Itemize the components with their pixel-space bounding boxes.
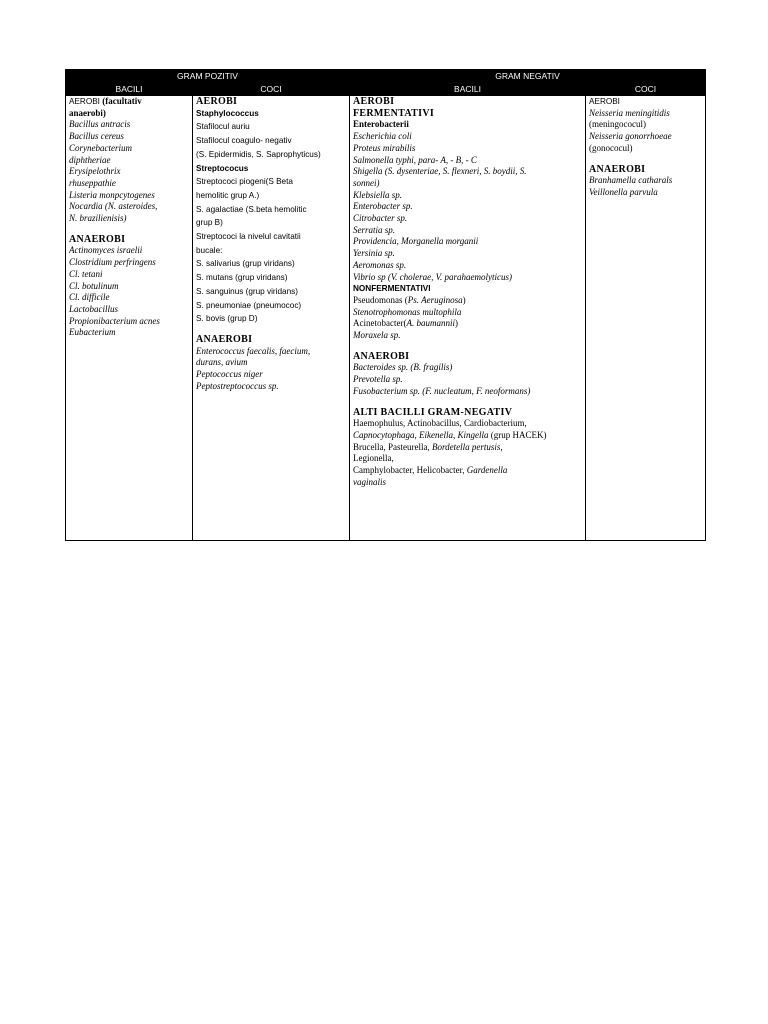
list-item: [69, 178, 189, 190]
list-item: [196, 121, 346, 133]
list-item: [69, 108, 189, 120]
text-segment: AEROBI: [589, 97, 620, 106]
text-segment: (meningococul): [589, 119, 646, 130]
text-segment: ANAEROBI: [69, 233, 126, 245]
text-segment: Lactobacillus: [69, 303, 118, 314]
list-item: [353, 178, 582, 190]
text-segment: Eubacterium: [69, 327, 116, 338]
list-item: [196, 334, 346, 346]
text-segment: S. salivarius (grup viridans): [196, 259, 295, 269]
text-segment: diphtheriae: [69, 154, 111, 165]
text-segment: Proteus mirabilis: [353, 142, 416, 153]
text-segment: Erysipelothrix: [69, 166, 121, 177]
text-segment: Moraxela sp.: [353, 330, 401, 341]
text-segment: Cl. tetani: [69, 268, 103, 279]
column-gram-negativ-bacili: [350, 96, 586, 541]
text-segment: Providencia, Morganella morganii: [353, 236, 479, 247]
list-item: [196, 135, 346, 147]
list-item: [353, 442, 582, 454]
list-item: [196, 149, 346, 161]
text-segment: durans, avium: [196, 357, 248, 368]
list-item: [353, 213, 582, 225]
list-item: [69, 316, 189, 328]
text-segment: S. sanguinus (grup viridans): [196, 286, 298, 296]
text-segment: Peptococcus niger: [196, 369, 263, 380]
text-segment: Cl. botulinum: [69, 280, 119, 291]
list-item: [196, 176, 346, 188]
header-coci-pozitiv: COCI: [193, 83, 350, 96]
text-segment: Serratia sp.: [353, 224, 396, 235]
list-item: [69, 119, 189, 131]
text-segment: Aeromonas sp.: [353, 259, 407, 270]
list-item: [353, 318, 582, 330]
text-segment: NONFERMENTATIVI: [353, 284, 431, 294]
content-row: [66, 96, 706, 541]
list-item: [69, 213, 189, 225]
text-segment: Fusobacterium sp. (F. nucleatum, F. neoformans): [353, 385, 531, 396]
list-item: [589, 164, 702, 176]
list-item: [353, 295, 582, 307]
list-item: [69, 131, 189, 143]
text-segment: Clostridium perfringens: [69, 257, 156, 268]
list-item: [353, 225, 582, 237]
column-gram-negativ-coci: [586, 96, 706, 541]
text-segment: Veillonella parvula: [589, 186, 658, 197]
text-segment: Streptococi piogeni(S Beta: [196, 177, 293, 187]
list-item: [353, 307, 582, 319]
text-segment: Escherichia coli: [353, 131, 412, 142]
text-segment: ,: [500, 441, 503, 452]
text-segment: bucale:: [196, 245, 223, 255]
list-item: [353, 248, 582, 260]
text-segment: Acinetobacter(: [353, 318, 407, 329]
list-item: [353, 260, 582, 272]
list-item: [69, 155, 189, 167]
text-segment: Cl. difficile: [69, 292, 110, 303]
list-item: [589, 187, 702, 199]
text-segment: Corynebacterium: [69, 142, 132, 153]
text-segment: S. agalactiae (S.beta hemolitic: [196, 204, 307, 214]
text-segment: Pseudomonas (: [353, 294, 408, 305]
text-segment: Brucella, Pasteurella,: [353, 441, 432, 452]
text-segment: Citrobacter sp.: [353, 213, 408, 224]
list-item: [353, 418, 582, 430]
list-item: [353, 166, 582, 178]
text-segment: S. pneumoniae (pneumococ): [196, 300, 302, 310]
text-segment: Salmonella typhi, para- A, - B, - C: [353, 154, 477, 165]
list-item: [196, 163, 346, 175]
text-segment: hemolitic grup A.): [196, 190, 260, 200]
text-segment: AEROBI: [196, 96, 238, 107]
list-item: [353, 119, 582, 131]
text-segment: AEROBI: [69, 97, 103, 106]
list-item: [69, 234, 189, 246]
header-row-gram: [66, 70, 706, 83]
text-segment: Yersinia sp.: [353, 248, 395, 259]
text-segment: N. brazilienisis): [69, 213, 127, 224]
header-bacili-pozitiv: BACILI: [66, 83, 193, 96]
list-item: [196, 204, 346, 216]
list-item: [69, 96, 189, 108]
text-segment: Enterobacterii: [353, 119, 409, 130]
text-segment: (gonococul): [589, 142, 633, 153]
list-item: [353, 283, 582, 295]
list-item: [196, 313, 346, 325]
list-item: [196, 346, 346, 358]
list-item: [353, 477, 582, 489]
list-item: [69, 327, 189, 339]
text-segment: Stafilocul auriu: [196, 122, 250, 132]
list-item: [69, 257, 189, 269]
header-bacili-negativ: BACILI: [350, 83, 586, 96]
list-item: [196, 357, 346, 369]
list-item: [196, 272, 346, 284]
text-segment: S. bovis (grup D): [196, 314, 258, 324]
header-gram-pozitiv: GRAM POZITIV: [66, 70, 350, 83]
text-segment: Enterococcus faecalis, faecium,: [196, 345, 311, 356]
list-item: [353, 374, 582, 386]
text-segment: Stenotrophomonas multophila: [353, 306, 462, 317]
text-segment: ): [462, 294, 466, 305]
text-segment: Haemophulus, Actinobacillus, Cardiobacterium,: [353, 418, 527, 429]
list-item: [196, 258, 346, 270]
text-segment: Bacteroides sp. (B. fragilis): [353, 362, 453, 373]
text-segment: Neisseria gonorrhoeae: [589, 131, 672, 142]
list-item: [589, 131, 702, 143]
text-segment: grup B): [196, 218, 223, 228]
text-segment: AEROBI: [353, 96, 395, 107]
text-segment: Gardenella: [466, 465, 508, 476]
list-item: [196, 286, 346, 298]
list-item: [69, 292, 189, 304]
column-gram-pozitiv-bacili: [66, 96, 193, 541]
list-item: [353, 465, 582, 477]
bacteria-classification-table: [65, 69, 706, 541]
text-segment: rhuseppathie: [69, 177, 116, 188]
list-item: [69, 143, 189, 155]
text-segment: Neisseria meningitidis: [589, 107, 670, 118]
list-item: [589, 108, 702, 120]
list-item: [196, 231, 346, 243]
list-item: [353, 453, 582, 465]
text-segment: Bordetella pertusis: [432, 441, 501, 452]
text-segment: Vibrio sp (V. cholerae, V. parahaemolyticus): [353, 271, 512, 282]
text-segment: Actinomyces israelii: [69, 245, 143, 256]
list-item: [196, 96, 346, 108]
text-segment: vaginalis: [353, 476, 387, 487]
text-segment: Propionibacterium acnes: [69, 315, 160, 326]
text-segment: Camphylobacter, Helicobacter,: [353, 465, 467, 476]
text-segment: Ps. Aeruginosa: [407, 294, 463, 305]
text-segment: ANAEROBI: [353, 350, 410, 362]
list-item: [353, 155, 582, 167]
list-item: [353, 362, 582, 374]
list-item: [589, 143, 702, 155]
text-segment: Nocardia (N. asteroides,: [69, 201, 158, 212]
text-segment: S. mutans (grup viridans): [196, 273, 288, 283]
text-segment: Capnocytophaga, Eikenella, Kingella: [353, 429, 489, 440]
list-item: [196, 190, 346, 202]
text-segment: Prevotella sp.: [353, 374, 403, 385]
text-segment: Listeria monpcytogenes: [69, 189, 155, 200]
text-segment: (grup HACEK): [488, 429, 547, 440]
list-item: [353, 190, 582, 202]
text-segment: Streptococi la nivelul cavitatii: [196, 232, 301, 242]
list-item: [353, 131, 582, 143]
text-segment: FERMENTATIVI: [353, 107, 435, 119]
text-segment: sonnei): [353, 177, 380, 188]
text-segment: ANAEROBI: [196, 333, 253, 345]
list-item: [353, 351, 582, 363]
list-item: [69, 190, 189, 202]
text-segment: Bacillus antracis: [69, 119, 131, 130]
column-gram-pozitiv-coci: [193, 96, 350, 541]
text-segment: Peptostreptococcus sp.: [196, 380, 279, 391]
header-row-shape: [66, 83, 706, 96]
list-item: [353, 236, 582, 248]
text-segment: (facultativ: [102, 96, 142, 106]
text-segment: Legionella,: [353, 453, 394, 464]
list-item: [196, 108, 346, 120]
list-item: [353, 201, 582, 213]
list-item: [353, 96, 582, 108]
list-item: [353, 330, 582, 342]
list-item: [69, 281, 189, 293]
list-item: [69, 245, 189, 257]
text-segment: anaerobi): [69, 107, 106, 118]
text-segment: Shigella (S. dysenteriae, S. flexneri, S. boydii, S.: [353, 166, 527, 177]
text-segment: ANAEROBI: [589, 163, 646, 175]
list-item: [589, 96, 702, 108]
list-item: [589, 175, 702, 187]
text-segment: Streptococus: [196, 163, 249, 173]
list-item: [589, 119, 702, 131]
list-item: [196, 381, 346, 393]
list-item: [69, 269, 189, 281]
text-segment: Staphylococcus: [196, 108, 259, 118]
list-item: [69, 304, 189, 316]
list-item: [69, 166, 189, 178]
list-item: [353, 143, 582, 155]
list-item: [196, 369, 346, 381]
text-segment: Bacillus cereus: [69, 131, 124, 142]
list-item: [69, 201, 189, 213]
header-gram-negativ: GRAM NEGATIV: [350, 70, 706, 83]
list-item: [196, 217, 346, 229]
list-item: [353, 108, 582, 120]
list-item: [353, 430, 582, 442]
list-item: [196, 300, 346, 312]
text-segment: Branhamella catharals: [589, 175, 673, 186]
text-segment: Stafilocul coagulo- negativ: [196, 136, 292, 146]
text-segment: ALTI BACILLI GRAM-NEGATIV: [353, 406, 513, 418]
text-segment: Klebsiella sp.: [353, 189, 403, 200]
text-segment: (S. Epidermidis, S. Saprophyticus): [196, 149, 321, 159]
header-coci-negativ: COCI: [586, 83, 706, 96]
text-segment: Enterobacter sp.: [353, 201, 413, 212]
list-item: [196, 245, 346, 257]
list-item: [353, 386, 582, 398]
text-segment: ): [454, 318, 458, 329]
text-segment: A. baumannii: [406, 318, 455, 329]
list-item: [353, 407, 582, 419]
list-item: [353, 272, 582, 284]
